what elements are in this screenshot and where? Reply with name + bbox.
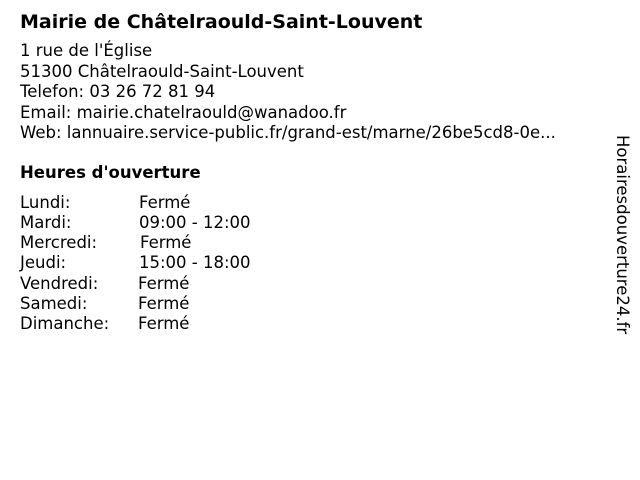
web-link[interactable]: Web: lannuaire.service-public.fr/grand-est/marne/26be5cd8-0e... [20, 123, 556, 142]
hours-day-label: Vendredi: [20, 273, 99, 293]
hours-row-saturday [20, 294, 600, 314]
hours-day-value: 15:00 - 18:00 [139, 253, 251, 273]
address-city: 51300 Châtelraould-Saint-Louvent [20, 61, 304, 81]
hours-day-label: Mercredi: [20, 233, 98, 253]
address-street: 1 rue de l'Église [20, 41, 153, 60]
hours-day-value: Fermé [138, 293, 190, 313]
hours-heading: Heures d'ouverture [20, 162, 201, 182]
hours-day-label: Mardi: [20, 212, 72, 232]
business-card [20, 9, 600, 335]
hours-day-value: Fermé [139, 192, 191, 212]
hours-row-monday [20, 193, 600, 213]
opening-hours-table [20, 193, 600, 335]
hours-day-value: Fermé [138, 314, 190, 334]
hours-day-label: Samedi: [20, 293, 88, 313]
hours-row-tuesday [20, 213, 600, 233]
hours-row-wednesday [20, 233, 600, 253]
hours-day-label: Jeudi: [20, 253, 67, 273]
hours-day-value: 09:00 - 12:00 [139, 212, 251, 232]
hours-day-value: Fermé [138, 273, 190, 293]
email-link[interactable]: Email: mairie.chatelraould@wanadoo.fr [20, 102, 347, 122]
phone-line: Telefon: 03 26 72 81 94 [20, 82, 216, 101]
email-line[interactable] [20, 103, 600, 124]
site-watermark [610, 135, 635, 375]
page-title: Mairie de Châtelraould-Saint-Louvent [20, 11, 423, 33]
hours-row-sunday [20, 314, 600, 334]
web-line[interactable] [20, 123, 600, 144]
hours-day-label: Dimanche: [20, 314, 110, 334]
watermark-text: Horairesdouverture24.fr [613, 135, 632, 335]
hours-day-label: Lundi: [20, 192, 71, 212]
hours-row-thursday [20, 253, 600, 273]
hours-row-friday [20, 274, 600, 294]
hours-day-value: Fermé [140, 233, 192, 253]
